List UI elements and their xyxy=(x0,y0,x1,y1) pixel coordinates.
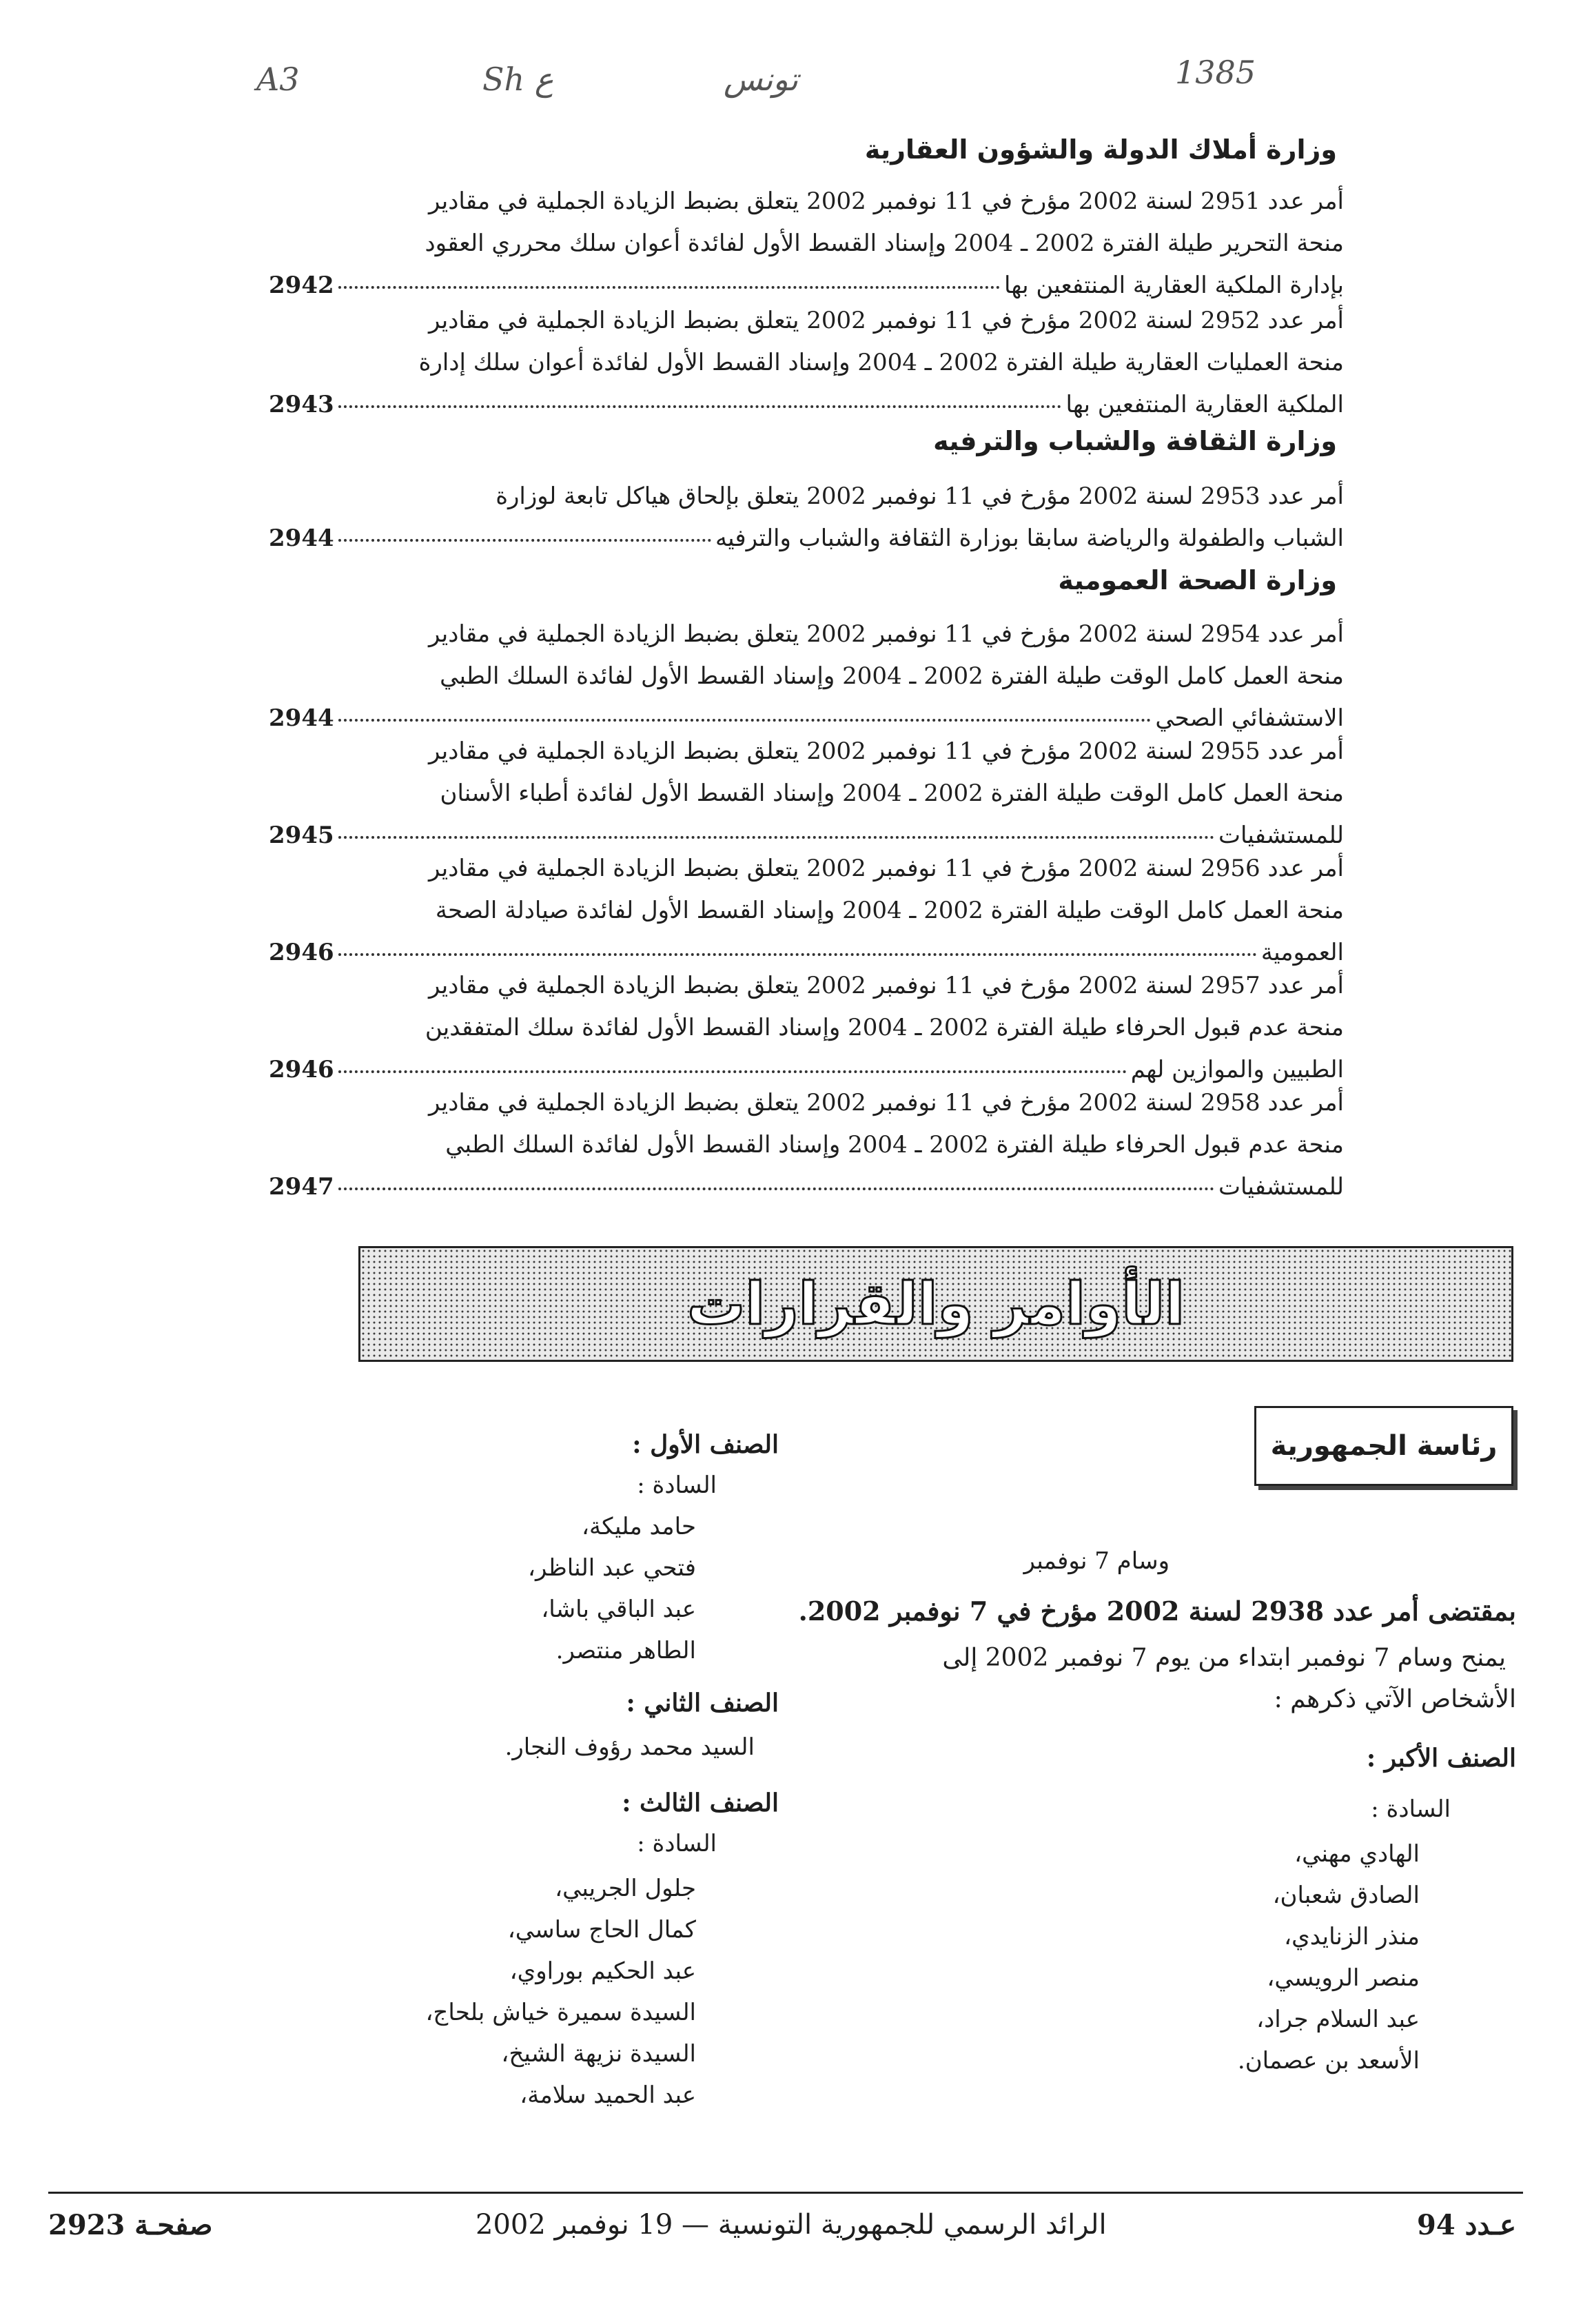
honoree-name: فتحي عبد الناظر، xyxy=(527,1554,696,1582)
page-number: 2947 xyxy=(269,1173,334,1201)
page-number: 2945 xyxy=(269,822,334,849)
handwritten-note-1385: 1385 xyxy=(1175,54,1256,91)
sirs-label: السادة : xyxy=(637,1471,717,1499)
leader-dots xyxy=(338,952,1257,956)
entry-line: منحة العمليات العقارية طيلة الفترة 2002 ـ 2004 وإسناد القسط الأول لفائدة أعوان سلك إدارة xyxy=(418,349,1344,376)
leader-dots xyxy=(338,718,1152,722)
footer-journal-title: الرائد الرسمي للجمهورية التونسية — 19 نوفمبر 2002 xyxy=(476,2209,1107,2241)
entry-line: أمر عدد 2955 لسنة 2002 مؤرخ في 11 نوفمبر 2002 يتعلق بضبط الزيادة الجملية في مقادير xyxy=(428,737,1344,765)
entry-last-line: العمومية xyxy=(1260,939,1344,966)
honoree-name: الصادق شعبان، xyxy=(1272,1882,1420,1909)
leader-dots xyxy=(338,538,711,542)
page-number: 2942 xyxy=(269,272,334,299)
footer-rule xyxy=(48,2192,1523,2194)
grant-line-1: يمنح وسام 7 نوفمبر ابتداء من يوم 7 نوفمبر 2002 إلى xyxy=(942,1644,1506,1672)
class-2-heading: الصنف الثاني : xyxy=(626,1689,779,1717)
honoree-name: الطاهر منتصر. xyxy=(555,1637,696,1664)
class-3-heading: الصنف الثالث : xyxy=(622,1788,779,1817)
handwritten-note-3: تونس xyxy=(724,61,799,98)
entry-line: منحة التحرير طيلة الفترة 2002 ـ 2004 وإسناد القسط الأول لفائدة أعوان سلك محرري العقود xyxy=(425,230,1344,257)
banner-title: الأوامر والقرارات xyxy=(687,1270,1185,1338)
honoree-name: الأسعد بن عصمان. xyxy=(1237,2047,1420,2075)
toc-entry-2951 xyxy=(269,181,1344,307)
class-grand-heading: الصنف الأكبر : xyxy=(1366,1744,1516,1773)
entry-line: أمر عدد 2958 لسنة 2002 مؤرخ في 11 نوفمبر 2002 يتعلق بضبط الزيادة الجملية في مقادير xyxy=(428,1089,1344,1117)
page-number: 2946 xyxy=(269,939,334,966)
page-number: 2944 xyxy=(269,524,334,552)
honoree-name: عبد الحميد سلامة، xyxy=(520,2081,696,2109)
entry-last-line: للمستشفيات xyxy=(1218,822,1344,849)
ministry-title-culture: وزارة الثقافة والشباب والترفيه xyxy=(933,426,1337,456)
toc-entry-2957 xyxy=(269,965,1344,1091)
entry-last-line: الملكية العقارية المنتفعين بها xyxy=(1065,391,1344,418)
entry-last-line: للمستشفيات xyxy=(1218,1173,1344,1201)
leader-dots xyxy=(338,285,1000,289)
decree-reference: بمقتضى أمر عدد 2938 لسنة 2002 مؤرخ في 7 نوفمبر 2002. xyxy=(798,1596,1516,1627)
honoree-name: السيدة سميرة خياش بلحاج، xyxy=(425,1999,696,2026)
class-1-heading: الصنف الأول : xyxy=(632,1430,779,1459)
section-box-presidency xyxy=(1254,1406,1513,1486)
handwritten-note-a3: A3 xyxy=(256,61,300,98)
entry-last-line: بإدارة الملكية العقارية المنتفعين بها xyxy=(1004,272,1344,299)
section-box-label: رئاسة الجمهورية xyxy=(1270,1430,1498,1462)
page-number: 2944 xyxy=(269,704,334,732)
honoree-name: كمال الحاج ساسي، xyxy=(507,1916,696,1944)
honoree-name: السيد محمد رؤوف النجار. xyxy=(504,1733,755,1761)
entry-line: منحة عدم قبول الحرفاء طيلة الفترة 2002 ـ 2004 وإسناد القسط الأول لفائدة السلك الطبي xyxy=(445,1131,1344,1159)
footer-issue-number: عـدد 94 xyxy=(1417,2209,1516,2241)
toc-entry-2952 xyxy=(269,300,1344,426)
honoree-name: حامد مليكة، xyxy=(582,1513,696,1540)
sirs-label: السادة : xyxy=(1371,1795,1451,1823)
entry-line: أمر عدد 2956 لسنة 2002 مؤرخ في 11 نوفمبر 2002 يتعلق بضبط الزيادة الجملية في مقادير xyxy=(428,855,1344,882)
page-number: 2946 xyxy=(269,1056,334,1083)
entry-last-line: الاستشفائي الصحي xyxy=(1155,704,1344,732)
sirs-label: السادة : xyxy=(637,1830,717,1857)
section-banner xyxy=(358,1246,1513,1362)
toc-entry-2953 xyxy=(269,476,1344,560)
ministry-title-health: وزارة الصحة العمومية xyxy=(1058,565,1337,595)
entry-line: أمر عدد 2952 لسنة 2002 مؤرخ في 11 نوفمبر 2002 يتعلق بضبط الزيادة الجملية في مقادير xyxy=(428,307,1344,334)
leader-dots xyxy=(338,1187,1214,1190)
honoree-name: منصر الرويسي، xyxy=(1267,1964,1420,1992)
entry-line: منحة العمل كامل الوقت طيلة الفترة 2002 ـ 2004 وإسناد القسط الأول لفائدة السلك الطبي xyxy=(440,662,1344,690)
honoree-name: جلول الجريبي، xyxy=(555,1875,696,1902)
entry-line: أمر عدد 2953 لسنة 2002 مؤرخ في 11 نوفمبر 2002 يتعلق بإلحاق هياكل تابعة لوزارة xyxy=(496,482,1344,510)
entry-last-line: الشباب والطفولة والرياضة سابقا بوزارة الثقافة والشباب والترفيه xyxy=(715,524,1344,552)
honoree-name: عبد السلام جراد، xyxy=(1256,2006,1420,2033)
honoree-name: عبد الباقي باشا، xyxy=(541,1596,696,1623)
entry-line: أمر عدد 2954 لسنة 2002 مؤرخ في 11 نوفمبر 2002 يتعلق بضبط الزيادة الجملية في مقادير xyxy=(428,620,1344,648)
toc-entry-2956 xyxy=(269,848,1344,974)
entry-last-line: الطبيين والموازين لهم xyxy=(1130,1056,1344,1083)
toc-entry-2958 xyxy=(269,1082,1344,1208)
entry-line: منحة عدم قبول الحرفاء طيلة الفترة 2002 ـ 2004 وإسناد القسط الأول لفائدة سلك المتفقدين xyxy=(425,1014,1344,1041)
honoree-name: منذر الزنايدي، xyxy=(1284,1923,1420,1950)
ministry-title-state-property: وزارة أملاك الدولة والشؤون العقارية xyxy=(864,134,1337,165)
grant-line-2: الأشخاص الآتي ذكرهم : xyxy=(1274,1685,1516,1713)
honoree-name: الهادي مهني، xyxy=(1294,1840,1420,1868)
toc-entry-2955 xyxy=(269,731,1344,857)
entry-line: منحة العمل كامل الوقت طيلة الفترة 2002 ـ 2004 وإسناد القسط الأول لفائدة صيادلة الصحة xyxy=(435,897,1344,924)
entry-line: أمر عدد 2951 لسنة 2002 مؤرخ في 11 نوفمبر 2002 يتعلق بضبط الزيادة الجملية في مقادير xyxy=(428,187,1344,215)
toc-entry-2954 xyxy=(269,613,1344,740)
honoree-name: عبد الحكيم بوراوي، xyxy=(509,1957,696,1985)
entry-line: أمر عدد 2957 لسنة 2002 مؤرخ في 11 نوفمبر 2002 يتعلق بضبط الزيادة الجملية في مقادير xyxy=(428,972,1344,999)
honoree-name: السيدة نزيهة الشيخ، xyxy=(501,2040,696,2068)
leader-dots xyxy=(338,405,1062,408)
footer-page-number: صفحـة 2923 xyxy=(48,2209,213,2241)
leader-dots xyxy=(338,1070,1127,1073)
entry-line: منحة العمل كامل الوقت طيلة الفترة 2002 ـ 2004 وإسناد القسط الأول لفائدة أطباء الأسنان xyxy=(440,779,1344,807)
handwritten-note-2: Sh ع xyxy=(482,61,554,98)
leader-dots xyxy=(338,835,1214,839)
page-number: 2943 xyxy=(269,391,334,418)
order-heading: وسام 7 نوفمبر xyxy=(1023,1547,1170,1575)
